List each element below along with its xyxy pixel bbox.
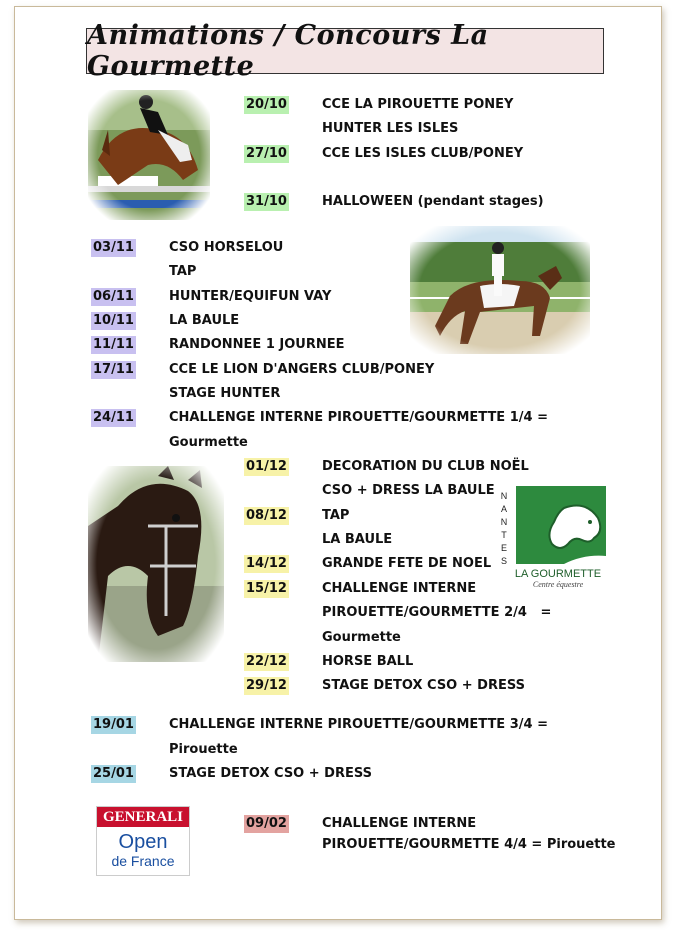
- date-badge: 29/12: [246, 678, 287, 693]
- date-badge: 10/11: [93, 313, 134, 328]
- date-badge: 19/01: [93, 717, 134, 732]
- gourmette-logo-subtext: Centre équestre: [532, 580, 584, 589]
- event-line: CSO HORSELOU: [169, 240, 284, 255]
- event-line: PIROUETTE/GOURMETTE 4/4 = Pirouette: [322, 837, 616, 852]
- event-line: STAGE DETOX CSO + DRESS: [322, 678, 525, 693]
- gourmette-logo-text: LA GOURMETTE: [514, 568, 602, 580]
- date-badge: 17/11: [93, 362, 134, 377]
- event-line: STAGE HUNTER: [169, 386, 281, 401]
- event-line: Gourmette: [169, 435, 248, 450]
- event-line: HORSE BALL: [322, 654, 414, 669]
- title-banner: [86, 20, 604, 82]
- date-badge: 09/02: [246, 816, 287, 831]
- event-line: TAP: [169, 264, 197, 279]
- event-line: CHALLENGE INTERNE PIROUETTE/GOURMETTE 3/4 =: [169, 717, 548, 732]
- page-title: Animations / Concours La Gourmette: [87, 20, 489, 82]
- event-line: STAGE DETOX CSO + DRESS: [169, 766, 372, 781]
- event-line: DECORATION DU CLUB NOËL: [322, 459, 529, 474]
- event-line: CHALLENGE INTERNE: [322, 581, 477, 596]
- date-badge: 27/10: [246, 146, 287, 161]
- date-badge: 08/12: [246, 508, 287, 523]
- date-badge: 11/11: [93, 337, 134, 352]
- date-badge: 31/10: [246, 194, 287, 209]
- event-line: RANDONNEE 1 JOURNEE: [169, 337, 345, 352]
- date-badge: 20/10: [246, 97, 287, 112]
- date-badge: 01/12: [246, 459, 287, 474]
- event-line: GRANDE FETE DE NOEL: [322, 556, 492, 571]
- open-logo-text: Open: [118, 831, 168, 853]
- de-france-logo-text: de France: [111, 853, 175, 869]
- event-line: PIROUETTE/GOURMETTE 2/4 =: [322, 605, 552, 620]
- event-line: CHALLENGE INTERNE: [322, 816, 477, 831]
- date-badge: 06/11: [93, 289, 134, 304]
- date-badge: 22/12: [246, 654, 287, 669]
- event-line: CCE LA PIROUETTE PONEY: [322, 97, 514, 112]
- event-line: Pirouette: [169, 742, 238, 757]
- event-line: Gourmette: [322, 630, 401, 645]
- generali-logo-text: GENERALI: [97, 807, 189, 827]
- date-badge: 15/12: [246, 581, 287, 596]
- event-line: CCE LES ISLES CLUB/PONEY: [322, 146, 524, 161]
- event-line: CSO + DRESS LA BAULE: [322, 483, 495, 498]
- event-line: HUNTER/EQUIFUN VAY: [169, 289, 332, 304]
- event-line: LA BAULE: [169, 313, 240, 328]
- generali-open-logo: [96, 806, 190, 876]
- photo-pinto-horse: [410, 226, 590, 354]
- date-badge: 25/01: [93, 766, 134, 781]
- date-badge: 03/11: [93, 240, 134, 255]
- event-line: LA BAULE: [322, 532, 393, 547]
- photo-dark-horse-head: [88, 466, 224, 662]
- event-line: TAP: [322, 508, 350, 523]
- event-line: CCE LE LION D'ANGERS CLUB/PONEY: [169, 362, 435, 377]
- event-line: HUNTER LES ISLES: [322, 121, 459, 136]
- nantes-letters: N A N T E S: [500, 491, 508, 566]
- event-line: CHALLENGE INTERNE PIROUETTE/GOURMETTE 1/4 =: [169, 410, 548, 425]
- date-badge: 24/11: [93, 410, 134, 425]
- date-badge: 14/12: [246, 556, 287, 571]
- event-line: HALLOWEEN (pendant stages): [322, 194, 544, 209]
- la-gourmette-logo: [494, 478, 612, 588]
- photo-show-jumping: [88, 90, 210, 220]
